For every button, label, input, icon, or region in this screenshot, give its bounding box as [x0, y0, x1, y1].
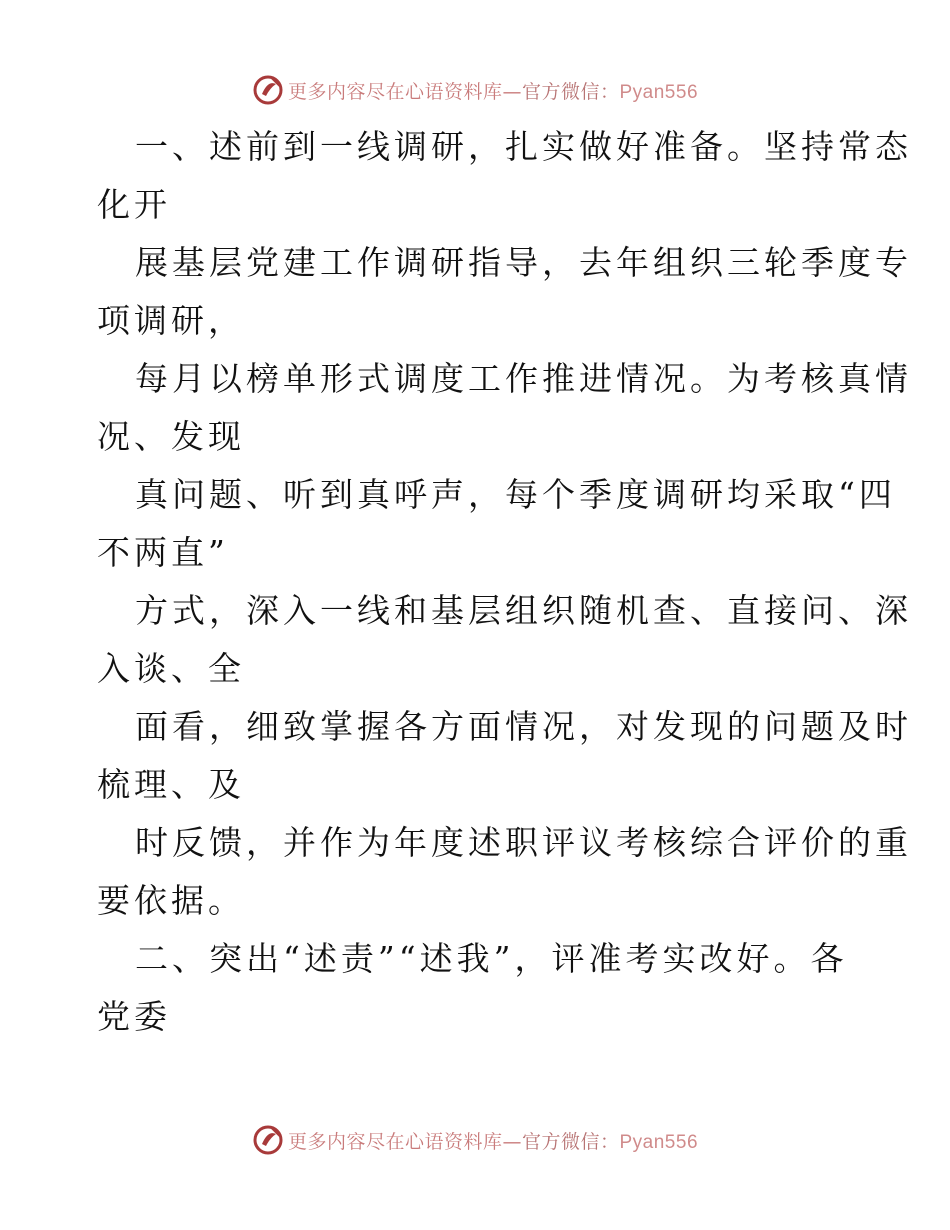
footer-watermark	[0, 1120, 950, 1160]
text-line: 项调研，	[97, 301, 245, 340]
document-body	[97, 118, 912, 1046]
watermark-logo-icon	[252, 74, 284, 106]
header-watermark	[0, 70, 950, 110]
text-line: 入谈、全	[97, 649, 245, 688]
text-line: 化开	[97, 185, 171, 224]
text-line: 每月以榜单形式调度工作推进情况。为考核真情	[135, 359, 912, 398]
text-line: 展基层党建工作调研指导，去年组织三轮季度专	[135, 243, 912, 282]
watermark-id: Pyan556	[619, 1131, 699, 1153]
text-line: 要依据。	[97, 881, 245, 920]
text-line: 况、发现	[97, 417, 245, 456]
watermark-separator: —	[502, 80, 522, 103]
text-line: 梳理、及	[97, 765, 245, 804]
watermark-label: 官方微信：	[521, 1130, 620, 1153]
text-line: 面看，细致掌握各方面情况，对发现的问题及时	[135, 707, 912, 746]
text-line: 方式，深入一线和基层组织随机查、直接问、深	[135, 591, 912, 630]
text-line: 二、突出“述责”“述我”，评准考实改好。各	[135, 939, 848, 978]
watermark-logo-icon	[252, 1124, 284, 1156]
watermark-text	[288, 77, 698, 104]
text-line: 时反馈，并作为年度述职评议考核综合评价的重	[135, 823, 912, 862]
text-line: 一、述前到一线调研，扎实做好准备。坚持常态	[135, 127, 912, 166]
watermark-label: 官方微信：	[521, 80, 620, 103]
watermark-text	[288, 1127, 698, 1154]
watermark-site: 更多内容尽在心语资料库	[287, 1130, 503, 1153]
watermark-site: 更多内容尽在心语资料库	[287, 80, 503, 103]
text-line: 不两直”	[97, 533, 229, 572]
text-line: 党委	[97, 997, 171, 1036]
text-line: 真问题、听到真呼声，每个季度调研均采取“四	[135, 475, 896, 514]
watermark-id: Pyan556	[619, 81, 699, 103]
watermark-separator: —	[502, 1130, 522, 1153]
